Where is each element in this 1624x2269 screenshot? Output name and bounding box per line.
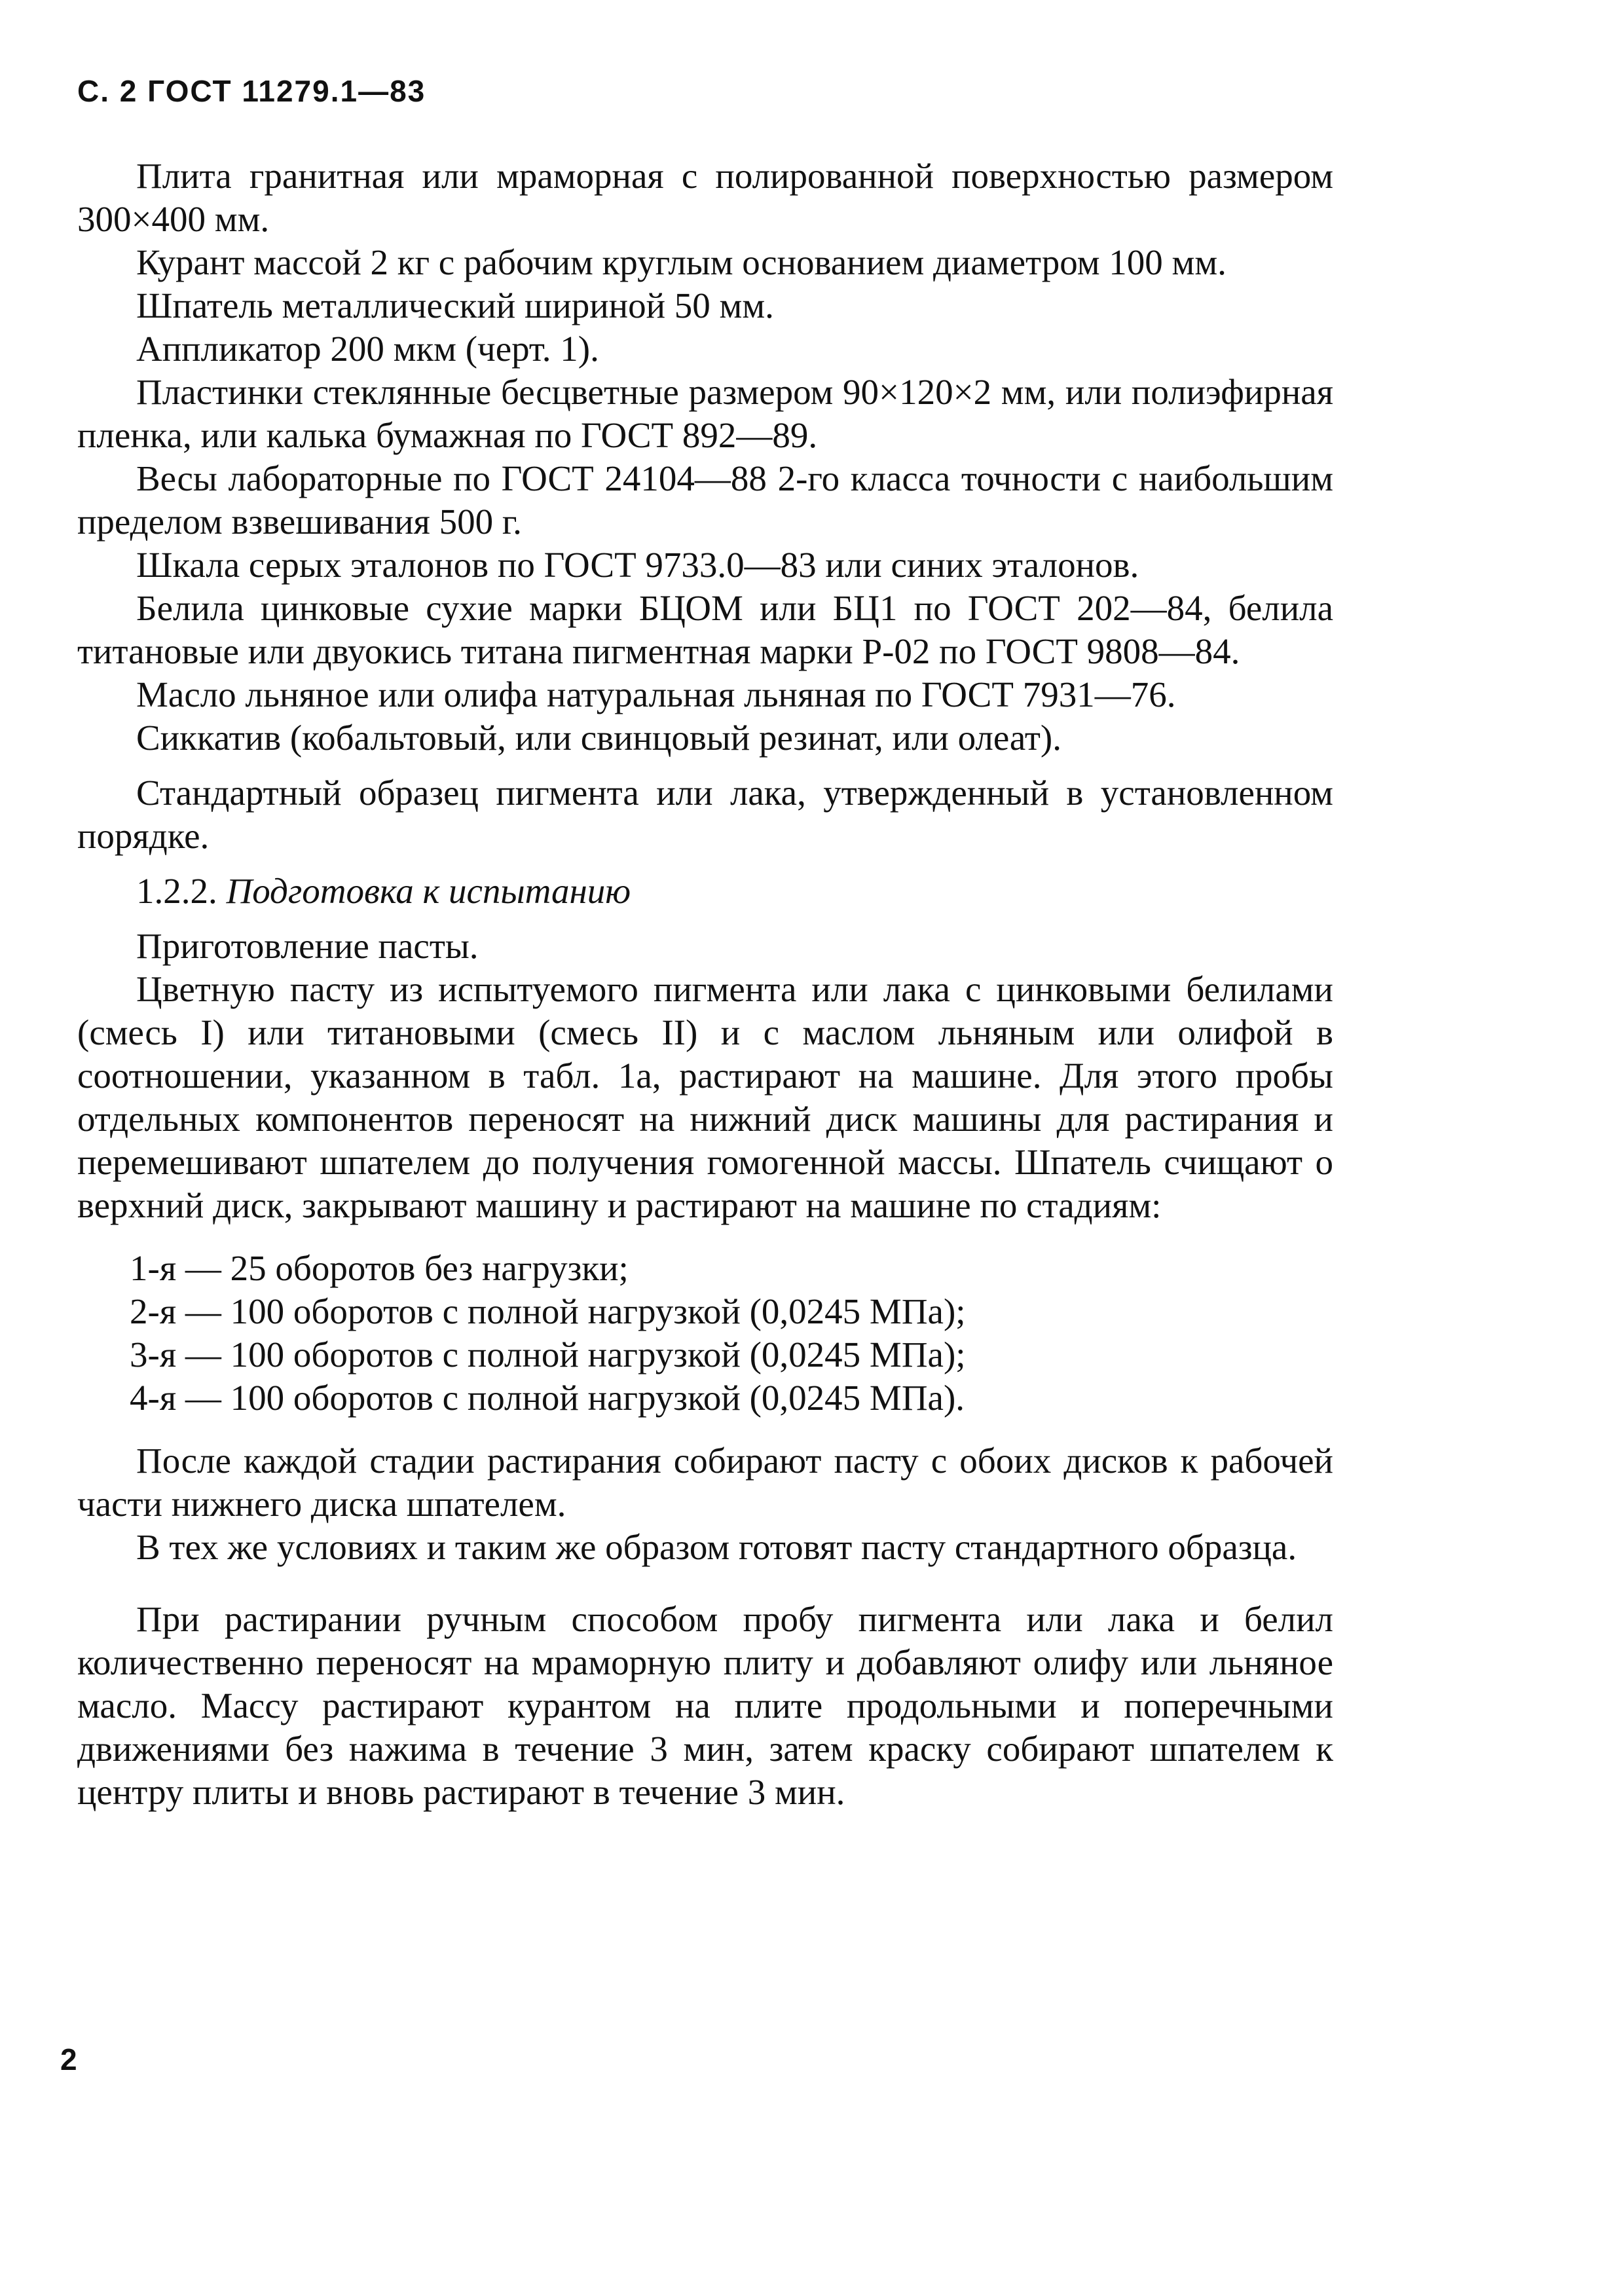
stage-item: 1-я — 25 оборотов без нагрузки; <box>130 1248 629 1288</box>
equipment-grey-scale: Шкала серых эталонов по ГОСТ 9733.0—83 или синих эталонов. <box>136 545 1139 585</box>
standard-sample-paragraph: Стандартный образец пигмента или лака, утвержденный в установленном порядке. <box>77 773 1333 856</box>
page-number: 2 <box>60 2042 77 2076</box>
section-title: Подготовка к испытанию <box>226 871 631 911</box>
equipment-kurant: Курант массой 2 кг с рабочим круглым основанием диаметром 100 мм. <box>136 242 1227 282</box>
equipment-siccative: Сиккатив (кобальтовый, или свинцовый резинат, или олеат). <box>136 718 1062 758</box>
paste-preparation-heading: Приготовление пасты. <box>136 926 479 966</box>
equipment-scales: Весы лабораторные по ГОСТ 24104—88 2-го класса точности с наибольшим пределом взвешивания 500 г. <box>77 458 1333 542</box>
stage-item: 2-я — 100 оборотов с полной нагрузкой (0,0245 МПа); <box>130 1291 966 1331</box>
stage-item: 3-я — 100 оборотов с полной нагрузкой (0,0245 МПа); <box>130 1335 966 1374</box>
equipment-linseed-oil: Масло льняное или олифа натуральная льняная по ГОСТ 7931—76. <box>136 674 1176 714</box>
equipment-white-pigment: Белила цинковые сухие марки БЦОМ или БЦ1 по ГОСТ 202—84, белила титановые или двуокись титана пигментная марки Р-02 по ГОСТ 9808—84. <box>77 588 1333 671</box>
document-body <box>77 155 1333 1814</box>
equipment-spatula: Шпатель металлический шириной 50 мм. <box>136 286 774 325</box>
equipment-glass-plates: Пластинки стеклянные бесцветные размером 90×120×2 мм, или полиэфирная пленка, или калька бумажная по ГОСТ 892—89. <box>77 372 1333 455</box>
standard-paste-paragraph: В тех же условиях и таким же образом готовят пасту стандартного образца. <box>136 1527 1297 1567</box>
page-header: С. 2 ГОСТ 11279.1—83 <box>77 74 426 108</box>
stages-list <box>77 1247 1333 1420</box>
manual-method-paragraph: При растирании ручным способом пробу пигмента или лака и белил количественно переносят на мраморную плиту и добавляют олифу или льняное масло. Массу растирают курантом на плите продольными и поперечными движениями без нажима в течение 3 мин, затем краску собирают шпателем к центру плиты и вновь растирают в течение 3 мин. <box>77 1599 1333 1812</box>
after-stages-paragraph: После каждой стадии растирания собирают пасту с обоих дисков к рабочей части нижнего диска шпателем. <box>77 1441 1333 1524</box>
equipment-plate: Плита гранитная или мраморная с полированной поверхностью размером 300×400 мм. <box>77 156 1333 239</box>
section-heading <box>77 870 1333 913</box>
section-number: 1.2.2. <box>136 871 217 911</box>
stage-item: 4-я — 100 оборотов с полной нагрузкой (0,0245 МПа). <box>130 1378 965 1418</box>
paste-procedure-paragraph: Цветную пасту из испытуемого пигмента или лака с цинковыми белилами (смесь I) или титановыми (смесь II) и с маслом льняным или олифой в соотношении, указанном в табл. 1а, растирают на машине. Для этого пробы отдельных компонентов переносят на нижний диск машины для растирания и перемешивают шпателем до получения гомогенной массы. Шпатель счищают о верхний диск, закрывают машину и растирают на машине по стадиям: <box>77 969 1333 1225</box>
equipment-applicator: Аппликатор 200 мкм (черт. 1). <box>136 329 599 369</box>
